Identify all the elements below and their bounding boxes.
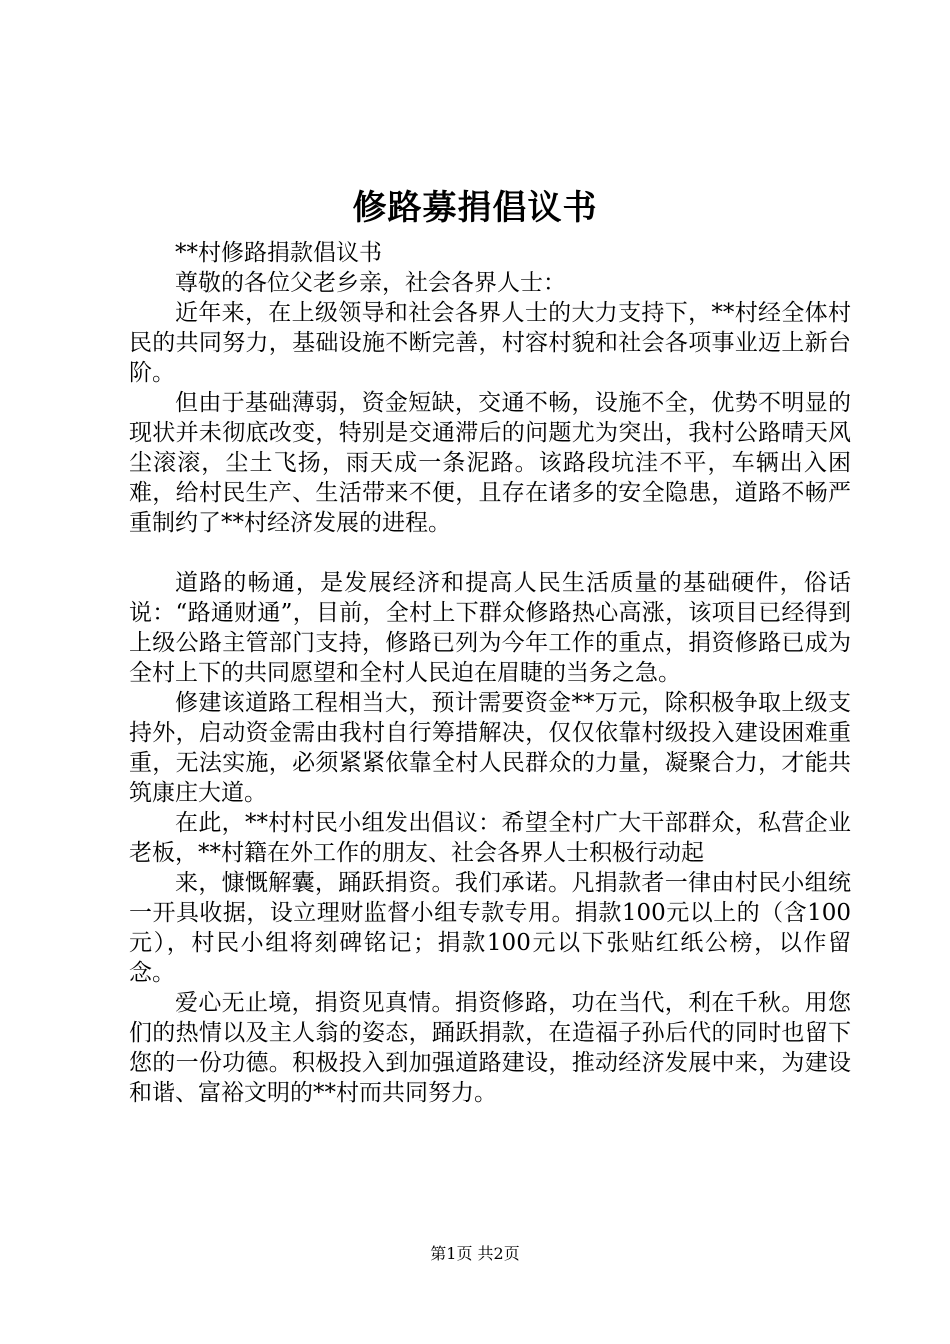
body-paragraph: 近年来，在上级领导和社会各界人士的大力支持下，**村经全体村民的共同努力，基础设施不断完善，村容村貌和社会各项事业迈上新台阶。 bbox=[129, 300, 851, 386]
subtitle-paragraph: **村修路捐款倡议书 bbox=[175, 240, 382, 266]
document-title: 修路募捐倡议书 bbox=[352, 188, 598, 228]
salutation-paragraph: 尊敬的各位父老乡亲，社会各界人士： bbox=[175, 270, 566, 296]
body-paragraph: 但由于基础薄弱，资金短缺，交通不畅，设施不全，优势不明显的现状并未彻底改变，特别是交通滞后的问题尤为突出，我村公路晴天风尘滚滚，尘土飞扬，雨天成一条泥路。该路段坑洼不平，车辆出入困难，给村民生产、生活带来不便，且存在诸多的安全隐患，道路不畅严重制约了**村经济发展的进程。 bbox=[129, 390, 851, 536]
body-paragraph: 修建该道路工程相当大，预计需要资金**万元，除积极争取上级支持外，启动资金需由我村自行筹措解决，仅仅依靠村级投入建设困难重重，无法实施，必须紧紧依靠全村人民群众的力量，凝聚合力，才能共筑康庄大道。 bbox=[129, 690, 851, 806]
body-paragraph: 道路的畅通，是发展经济和提高人民生活质量的基础硬件，俗话说：“路通财通”，目前，全村上下群众修路热心高涨，该项目已经得到上级公路主管部门支持，修路已列为今年工作的重点，捐资修路已成为全村上下的共同愿望和全村人民迫在眉睫的当务之急。 bbox=[129, 570, 851, 686]
body-paragraph: 来，慷慨解囊，踊跃捐资。我们承诺。凡捐款者一律由村民小组统一开具收据，设立理财监督小组专款专用。捐款100元以上的（含100元），村民小组将刻碑铭记；捐款100元以下张贴红纸公榜，以作留念。 bbox=[129, 870, 851, 986]
body-paragraph: 爱心无止境，捐资见真情。捐资修路，功在当代，利在千秋。用您们的热情以及主人翁的姿态，踊跃捐款，在造福子孙后代的同时也留下您的一份功德。积极投入到加强道路建设，推动经济发展中来，为建设和谐、富裕文明的**村而共同努力。 bbox=[129, 990, 851, 1106]
page-number-footer: 第1页 共2页 bbox=[430, 1244, 520, 1263]
document-body bbox=[129, 238, 851, 1108]
body-paragraph: 在此，**村村民小组发出倡议：希望全村广大干部群众，私营企业老板，**村籍在外工作的朋友、社会各界人士积极行动起 bbox=[129, 810, 851, 866]
